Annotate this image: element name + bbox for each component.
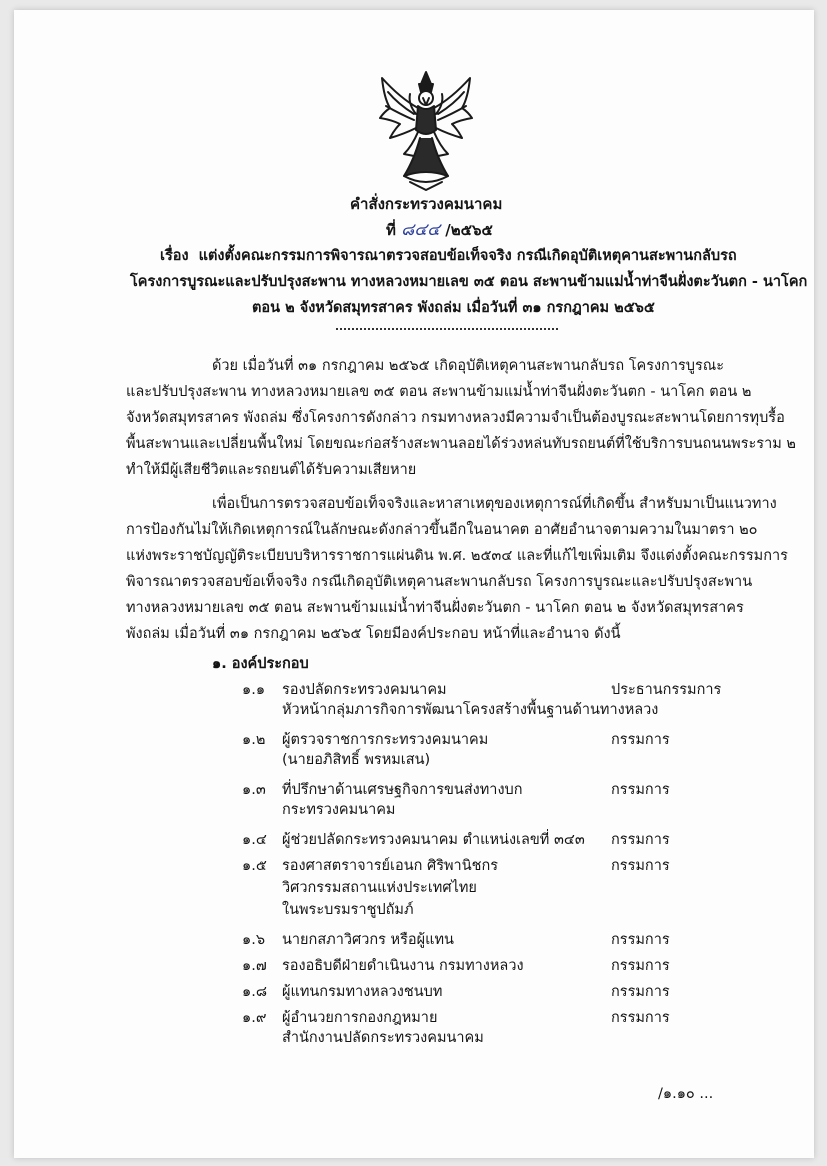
order-number-prefix: ที่ (386, 221, 396, 239)
order-title: คำสั่งกระทรวงคมนาคม (350, 195, 503, 213)
para1-line-2: และปรับปรุงสะพาน ทางหลวงหมายเลข ๓๕ ตอน สะพานข้ามแม่น้ำท่าจีนฝั่งตะวันตก - นาโคก ตอน ๒ (126, 384, 752, 400)
para1-line-4: พื้นสะพานและเปลี่ยนพื้นใหม่ โดยขณะก่อสร้างสะพานลอยได้ร่วงหล่นทับรถยนต์ที่ใช้บริการบนถนนพระราม ๒ (126, 436, 796, 452)
document-page (14, 10, 814, 1158)
member-8-num: ๑.๘ (242, 984, 267, 1000)
garuda-emblem-icon (374, 68, 478, 192)
member-8-role: กรรมการ (611, 984, 670, 1000)
member-6-num: ๑.๖ (242, 932, 266, 948)
member-4-role: กรรมการ (611, 832, 670, 848)
subject-line-2: โครงการบูรณะและปรับปรุงสะพาน ทางหลวงหมายเลข ๓๕ ตอน สะพานข้ามแม่น้ำท่าจีนฝั่งตะวันตก - นาโคก (130, 274, 808, 290)
member-4-line-1: ผู้ช่วยปลัดกระทรวงคมนาคม ตำแหน่งเลขที่ ๓๔๓ (282, 832, 585, 848)
order-number-suffix: /๒๕๖๕ (445, 221, 493, 239)
subject-line-1 (160, 246, 737, 266)
member-6-role: กรรมการ (611, 932, 670, 948)
member-3-line-1: ที่ปรึกษาด้านเศรษฐกิจการขนส่งทางบก (282, 782, 523, 798)
member-5-line-1: รองศาสตราจารย์เอนก ศิริพานิชกร (282, 858, 499, 874)
member-1-line-2: หัวหน้ากลุ่มภารกิจการพัฒนาโครงสร้างพื้นฐานด้านทางหลวง (282, 702, 659, 718)
para2-line-1: เพื่อเป็นการตรวจสอบข้อเท็จจริงและหาสาเหตุของเหตุการณ์ที่เกิดขึ้น สำหรับมาเป็นแนวทาง (212, 496, 777, 512)
member-3-line-2: กระทรวงคมนาคม (282, 802, 396, 818)
member-6-line-1: นายกสภาวิศวกร หรือผู้แทน (282, 932, 454, 948)
order-number-handwritten: ๘๔๔ (401, 220, 440, 240)
para2-line-6: พังถล่ม เมื่อวันที่ ๓๑ กรกฎาคม ๒๕๖๕ โดยมีองค์ประกอบ หน้าที่และอำนาจ ดังนี้ (126, 626, 621, 642)
member-5-role: กรรมการ (611, 858, 670, 874)
member-5-line-2: วิศวกรรมสถานแห่งประเทศไทย (282, 880, 477, 896)
continuation-marker: /๑.๑๐ ... (658, 1086, 714, 1102)
para1-line-1: ด้วย เมื่อวันที่ ๓๑ กรกฎาคม ๒๕๖๕ เกิดอุบัติเหตุคานสะพานกลับรถ โครงการบูรณะ (212, 358, 725, 374)
subject-label: เรื่อง (160, 248, 189, 264)
para1-line-5: ทำให้มีผู้เสียชีวิตและรถยนต์ได้รับความเสียหาย (126, 462, 417, 478)
para2-line-3: แห่งพระราชบัญญัติระเบียบบริหารราชการแผ่นดิน พ.ศ. ๒๕๓๔ และที่แก้ไขเพิ่มเติม จึงแต่งตั้งคณะกรรมการ (126, 548, 788, 564)
member-3-role: กรรมการ (611, 782, 670, 798)
member-9-line-2: สำนักงานปลัดกระทรวงคมนาคม (282, 1030, 484, 1046)
para1-line-3: จังหวัดสมุทรสาคร พังถล่ม ซึ่งโครงการดังกล่าว กรมทางหลวงมีความจำเป็นต้องบูรณะสะพานโดยการทุบรื้อ (126, 410, 785, 426)
member-8-line-1: ผู้แทนกรมทางหลวงชนบท (282, 984, 443, 1000)
header-divider (336, 328, 558, 330)
member-2-line-2: (นายอภิสิทธิ์ พรหมเสน) (282, 752, 431, 768)
member-4-num: ๑.๔ (242, 832, 267, 848)
subject-line-3: ตอน ๒ จังหวัดสมุทรสาคร พังถล่ม เมื่อวันที่ ๓๑ กรกฎาคม ๒๕๖๕ (252, 300, 655, 316)
para2-line-2: การป้องกันไม่ให้เกิดเหตุการณ์ในลักษณะดังกล่าวขึ้นอีกในอนาคต อาศัยอำนาจตามความในมาตรา ๒๐ (126, 522, 758, 538)
order-number (386, 220, 493, 240)
member-2-line-1: ผู้ตรวจราชการกระทรวงคมนาคม (282, 732, 489, 748)
member-7-num: ๑.๗ (242, 958, 267, 974)
member-7-line-1: รองอธิบดีฝ่ายดำเนินงาน กรมทางหลวง (282, 958, 524, 974)
member-5-num: ๑.๕ (242, 858, 267, 874)
section-1-title: ๑. องค์ประกอบ (212, 656, 309, 672)
member-9-role: กรรมการ (611, 1010, 670, 1026)
member-1-role: ประธานกรรมการ (611, 682, 722, 698)
member-9-line-1: ผู้อำนวยการกองกฎหมาย (282, 1010, 438, 1026)
member-9-num: ๑.๙ (242, 1010, 267, 1026)
member-1-num: ๑.๑ (242, 682, 266, 698)
member-3-num: ๑.๓ (242, 782, 266, 798)
member-1-line-1: รองปลัดกระทรวงคมนาคม (282, 682, 447, 698)
member-2-role: กรรมการ (611, 732, 670, 748)
subject-text-1: แต่งตั้งคณะกรรมการพิจารณาตรวจสอบข้อเท็จจริง กรณีเกิดอุบัติเหตุคานสะพานกลับรถ (198, 248, 737, 264)
member-2-num: ๑.๒ (242, 732, 266, 748)
member-5-line-3: ในพระบรมราชูปถัมภ์ (282, 902, 414, 918)
para2-line-5: ทางหลวงหมายเลข ๓๕ ตอน สะพานข้ามแม่น้ำท่าจีนฝั่งตะวันตก - นาโคก ตอน ๒ จังหวัดสมุทรสาคร (126, 600, 744, 616)
member-7-role: กรรมการ (611, 958, 670, 974)
para2-line-4: พิจารณาตรวจสอบข้อเท็จจริง กรณีเกิดอุบัติเหตุคานสะพานกลับรถ โครงการบูรณะและปรับปรุงสะพาน (126, 574, 753, 590)
